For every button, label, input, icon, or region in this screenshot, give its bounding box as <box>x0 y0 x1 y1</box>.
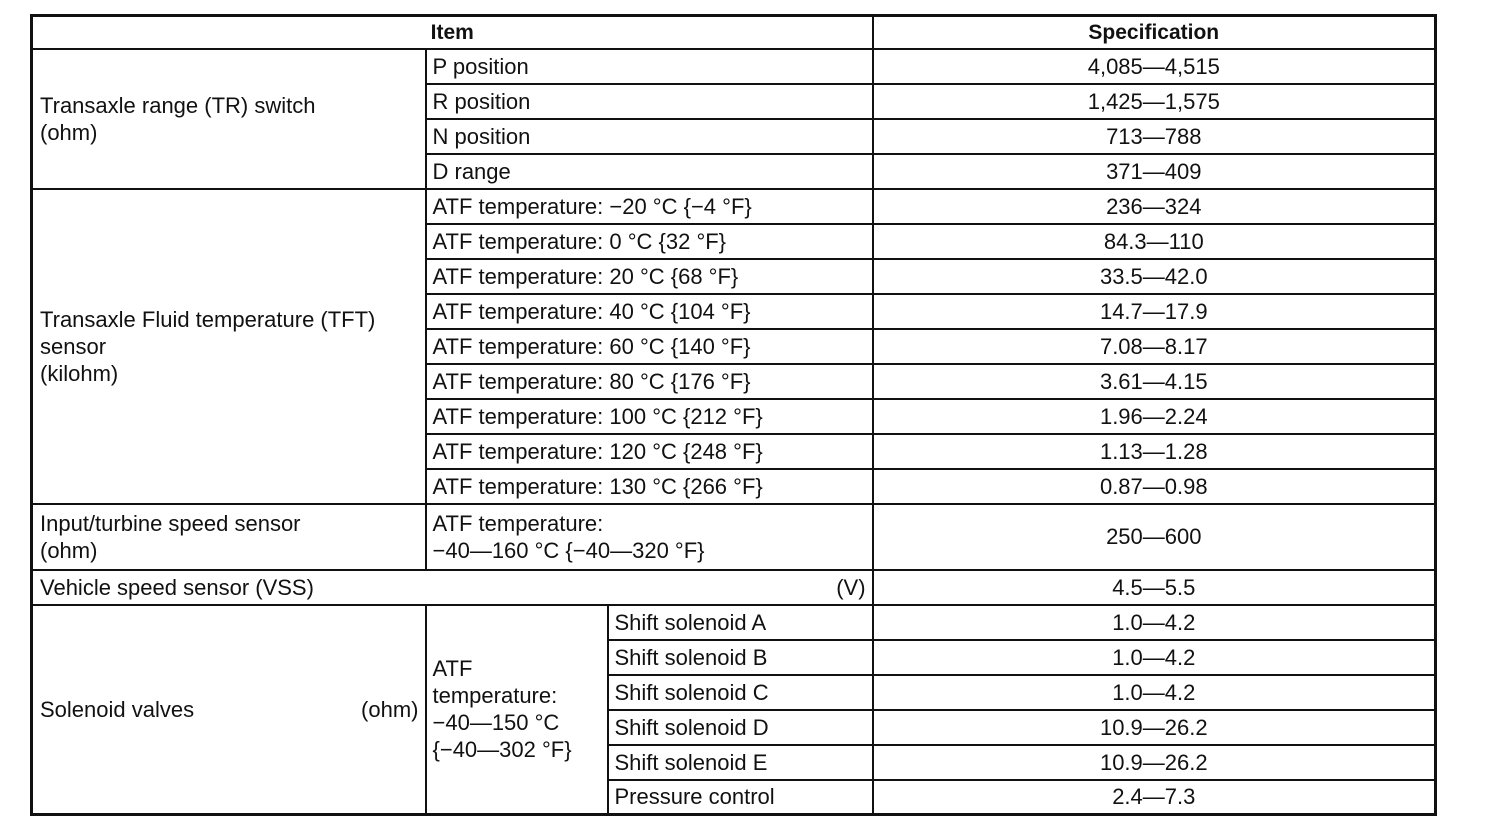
vss-unit: (V) <box>836 574 866 600</box>
item-cell: ATF temperature: 60 °C {140 °F} <box>426 329 873 364</box>
spec-cell: 4,085—4,515 <box>873 49 1436 84</box>
tr-switch-unit: (ohm) <box>40 120 98 146</box>
item-cell: Shift solenoid B <box>608 640 873 675</box>
input-turbine-label <box>32 504 426 570</box>
specification-table <box>30 14 1437 816</box>
item-cell: ATF temperature: 80 °C {176 °F} <box>426 364 873 399</box>
spec-cell: 84.3—110 <box>873 224 1436 259</box>
item-cell: ATF temperature: 20 °C {68 °F} <box>426 259 873 294</box>
condition-line: temperature: <box>432 683 558 709</box>
item-cell: Shift solenoid E <box>608 745 873 780</box>
tr-switch-name: Transaxle range (TR) switch <box>40 93 316 119</box>
tr-switch-label <box>32 49 426 189</box>
spec-cell: 7.08—8.17 <box>873 329 1436 364</box>
tft-sensor-name: Transaxle Fluid temperature (TFT) <box>40 307 376 333</box>
condition-line: −40—150 °C <box>432 710 560 736</box>
spec-cell: 713—788 <box>873 119 1436 154</box>
item-cell: ATF temperature: 130 °C {266 °F} <box>426 469 873 504</box>
header-row <box>32 16 1436 50</box>
spec-cell: 371—409 <box>873 154 1436 189</box>
item-cell: ATF temperature: 100 °C {212 °F} <box>426 399 873 434</box>
table-row <box>32 504 1436 570</box>
spec-cell: 0.87—0.98 <box>873 469 1436 504</box>
spec-cell: 10.9—26.2 <box>873 745 1436 780</box>
item-cell: ATF temperature: 0 °C {32 °F} <box>426 224 873 259</box>
item-cell: ATF temperature: −20 °C {−4 °F} <box>426 189 873 224</box>
condition-line: ATF temperature: <box>432 510 604 536</box>
item-cell: ATF temperature: 120 °C {248 °F} <box>426 434 873 469</box>
condition-line: ATF <box>432 656 473 682</box>
item-column-header: Item <box>32 16 873 50</box>
vss-label-cell <box>32 570 873 605</box>
item-cell: Shift solenoid C <box>608 675 873 710</box>
spec-cell: 1.13—1.28 <box>873 434 1436 469</box>
table-row <box>32 189 1436 224</box>
spec-cell: 3.61—4.15 <box>873 364 1436 399</box>
solenoid-unit: (ohm) <box>361 696 419 722</box>
spec-cell: 14.7—17.9 <box>873 294 1436 329</box>
spec-cell: 1,425—1,575 <box>873 84 1436 119</box>
spec-cell: 1.96—2.24 <box>873 399 1436 434</box>
spec-cell: 4.5—5.5 <box>873 570 1436 605</box>
tft-sensor-name-cont: sensor <box>40 334 107 360</box>
item-cell: D range <box>426 154 873 189</box>
condition-line: −40—160 °C {−40—320 °F} <box>432 537 705 563</box>
input-turbine-name: Input/turbine speed sensor <box>40 510 301 536</box>
spec-cell: 1.0—4.2 <box>873 675 1436 710</box>
item-cell: N position <box>426 119 873 154</box>
input-turbine-unit: (ohm) <box>40 537 98 563</box>
table-row <box>32 570 1436 605</box>
condition-line: {−40—302 °F} <box>432 737 572 763</box>
tft-sensor-label <box>32 189 426 504</box>
solenoid-label-cell <box>32 605 426 815</box>
item-cell: Shift solenoid D <box>608 710 873 745</box>
spec-cell: 1.0—4.2 <box>873 605 1436 640</box>
table-row <box>32 49 1436 84</box>
tft-sensor-unit: (kilohm) <box>40 361 119 387</box>
specification-column-header: Specification <box>873 16 1436 50</box>
spec-cell: 2.4—7.3 <box>873 780 1436 815</box>
spec-cell: 1.0—4.2 <box>873 640 1436 675</box>
solenoid-condition <box>426 605 608 815</box>
item-cell: P position <box>426 49 873 84</box>
spec-cell: 250—600 <box>873 504 1436 570</box>
spec-cell: 236—324 <box>873 189 1436 224</box>
item-cell: Shift solenoid A <box>608 605 873 640</box>
solenoid-label: Solenoid valves <box>40 696 195 722</box>
input-turbine-condition <box>426 504 873 570</box>
item-cell: Pressure control <box>608 780 873 815</box>
item-cell: R position <box>426 84 873 119</box>
spec-cell: 10.9—26.2 <box>873 710 1436 745</box>
item-cell: ATF temperature: 40 °C {104 °F} <box>426 294 873 329</box>
vss-label: Vehicle speed sensor (VSS) <box>40 574 314 600</box>
spec-cell: 33.5—42.0 <box>873 259 1436 294</box>
table-row <box>32 605 1436 640</box>
